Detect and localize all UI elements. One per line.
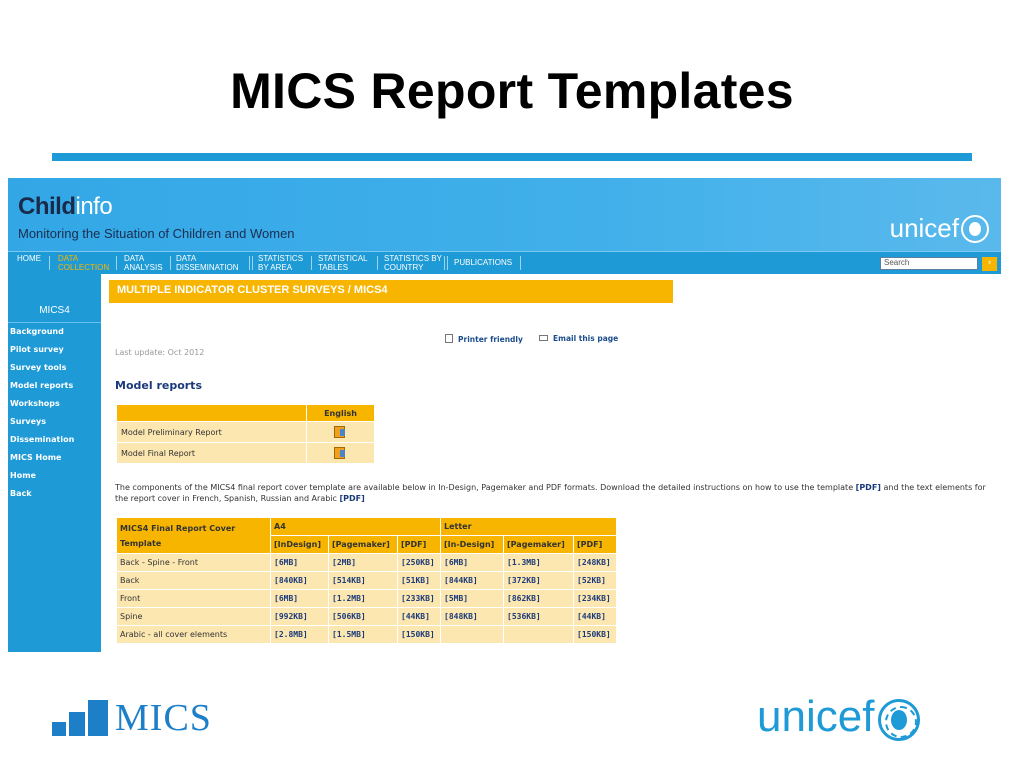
download-link[interactable]: [51KB] bbox=[401, 576, 430, 585]
mics-logo-text: MICS bbox=[115, 697, 212, 739]
download-link[interactable]: [250KB] bbox=[401, 558, 435, 567]
unicef-emblem-icon bbox=[961, 215, 989, 243]
paragraph-text-1: The components of the MICS4 final report cover template are available below in In-Design, Pagemaker and PDF formats. Download the detailed instructions on how to use the template bbox=[115, 483, 856, 492]
sidebar-item-home[interactable]: Home bbox=[10, 471, 36, 480]
document-download-icon bbox=[334, 446, 347, 458]
title-divider bbox=[52, 153, 972, 161]
download-link[interactable]: [372KB] bbox=[507, 576, 541, 585]
mics-bar-medium bbox=[69, 712, 85, 736]
format-header: [Pagemaker] bbox=[504, 536, 574, 554]
cover-row-label: Back - Spine - Front bbox=[117, 554, 271, 572]
model-preliminary-download[interactable] bbox=[307, 422, 375, 443]
nav-data-collection[interactable]: DATA COLLECTION bbox=[58, 254, 110, 272]
model-final-download[interactable] bbox=[307, 443, 375, 464]
format-header: [PDF] bbox=[574, 536, 617, 554]
sidebar-item-mics-home[interactable]: MICS Home bbox=[10, 453, 62, 462]
model-report-name: Model Preliminary Report bbox=[117, 422, 307, 443]
printer-friendly-link[interactable] bbox=[445, 334, 523, 344]
model-table-blank-header bbox=[117, 405, 307, 422]
download-link[interactable]: [840KB] bbox=[274, 576, 308, 585]
sidebar-item-background[interactable]: Background bbox=[10, 327, 64, 336]
childinfo-logo[interactable] bbox=[18, 193, 112, 221]
download-link[interactable]: [234KB] bbox=[577, 594, 611, 603]
download-link[interactable]: [150KB] bbox=[401, 630, 435, 639]
nav-divider bbox=[249, 256, 250, 270]
slide-title: MICS Report Templates bbox=[230, 63, 794, 119]
top-navigation bbox=[8, 251, 1001, 274]
format-header: [Pagemaker] bbox=[329, 536, 398, 554]
nav-divider bbox=[116, 256, 117, 270]
model-table-english-header: English bbox=[307, 405, 375, 422]
download-link[interactable]: [5MB] bbox=[444, 594, 469, 603]
nav-divider bbox=[447, 256, 448, 270]
nav-divider bbox=[311, 256, 312, 270]
group-a4-header: A4 bbox=[271, 518, 441, 536]
download-link[interactable]: [150KB] bbox=[577, 630, 611, 639]
download-link[interactable]: [862KB] bbox=[507, 594, 541, 603]
cover-table-title: MICS4 Final Report Cover Template bbox=[117, 518, 271, 554]
nav-divider bbox=[170, 256, 171, 270]
nav-statistical-tables[interactable]: STATISTICAL TABLES bbox=[318, 254, 368, 272]
nav-publications[interactable]: PUBLICATIONS bbox=[454, 258, 513, 267]
download-link[interactable]: [992KB] bbox=[274, 612, 308, 621]
download-link[interactable]: [514KB] bbox=[332, 576, 366, 585]
cover-template-table bbox=[116, 517, 617, 644]
table-row bbox=[117, 572, 617, 590]
sidebar-item-model-reports[interactable]: Model reports bbox=[10, 381, 74, 390]
download-link[interactable]: [1.3MB] bbox=[507, 558, 541, 567]
site-header bbox=[8, 178, 1001, 251]
group-letter-header: Letter bbox=[441, 518, 617, 536]
download-link[interactable]: [848KB] bbox=[444, 612, 478, 621]
model-report-name: Model Final Report bbox=[117, 443, 307, 464]
nav-divider bbox=[444, 256, 445, 270]
site-tagline: Monitoring the Situation of Children and Women bbox=[18, 226, 295, 241]
mics-logo bbox=[52, 697, 212, 739]
table-row bbox=[117, 422, 375, 443]
cover-row-label: Back bbox=[117, 572, 271, 590]
download-link[interactable]: [844KB] bbox=[444, 576, 478, 585]
section-title: Model reports bbox=[115, 379, 202, 392]
download-link[interactable]: [6MB] bbox=[274, 558, 299, 567]
table-row bbox=[117, 626, 617, 644]
printer-icon bbox=[445, 334, 453, 343]
mics-bar-large bbox=[88, 700, 108, 736]
download-link[interactable]: [1.5MB] bbox=[332, 630, 366, 639]
sidebar-item-pilot-survey[interactable]: Pilot survey bbox=[10, 345, 64, 354]
envelope-icon bbox=[539, 335, 548, 341]
download-link[interactable]: [233KB] bbox=[401, 594, 435, 603]
unicef-emblem-icon bbox=[878, 699, 920, 741]
cover-row-label: Front bbox=[117, 590, 271, 608]
email-page-link[interactable] bbox=[539, 334, 618, 343]
download-link[interactable]: [1.2MB] bbox=[332, 594, 366, 603]
model-reports-table bbox=[116, 404, 375, 464]
email-page-label: Email this page bbox=[553, 334, 619, 343]
cover-row-label: Spine bbox=[117, 608, 271, 626]
last-update: Last update: Oct 2012 bbox=[115, 348, 205, 357]
sidebar-item-back[interactable]: Back bbox=[10, 489, 32, 498]
logo-child: Child bbox=[18, 193, 76, 220]
download-link[interactable]: [6MB] bbox=[274, 594, 299, 603]
download-link[interactable]: [536KB] bbox=[507, 612, 541, 621]
header-unicef-logo[interactable] bbox=[890, 213, 989, 244]
download-link[interactable]: [52KB] bbox=[577, 576, 606, 585]
download-link[interactable]: [506KB] bbox=[332, 612, 366, 621]
nav-divider bbox=[252, 256, 253, 270]
printer-friendly-label: Printer friendly bbox=[458, 335, 523, 344]
nav-home[interactable]: HOME bbox=[17, 254, 41, 263]
nav-statistics-by-area[interactable]: STATISTICS BY AREA bbox=[258, 254, 304, 272]
sidebar-heading: MICS4 bbox=[8, 274, 101, 323]
format-header: [InDesign] bbox=[271, 536, 329, 554]
empty-cell bbox=[441, 626, 504, 644]
cover-row-label: Arabic - all cover elements bbox=[117, 626, 271, 644]
download-link[interactable]: [44KB] bbox=[577, 612, 606, 621]
table-row bbox=[117, 590, 617, 608]
document-download-icon bbox=[334, 425, 347, 437]
sidebar-item-survey-tools[interactable]: Survey tools bbox=[10, 363, 67, 372]
instructions-pdf-link[interactable]: [PDF] bbox=[855, 483, 881, 492]
search-go-button[interactable]: › bbox=[982, 257, 997, 271]
table-row bbox=[117, 608, 617, 626]
format-header: [In-Design] bbox=[441, 536, 504, 554]
nav-data-dissemination[interactable]: DATA DISSEMINATION bbox=[176, 254, 239, 272]
instructions-paragraph bbox=[115, 482, 995, 504]
mics-bar-small bbox=[52, 722, 66, 736]
header-unicef-text: unicef bbox=[889, 213, 959, 243]
nav-data-analysis[interactable]: DATA ANALYSIS bbox=[124, 254, 163, 272]
paragraph-text-2: and the text elements for the report cover in French, Spanish, Russian and Arabic bbox=[115, 483, 986, 503]
search-input[interactable]: Search bbox=[880, 257, 978, 270]
empty-cell bbox=[504, 626, 574, 644]
nav-statistics-by-country[interactable]: STATISTICS BY COUNTRY bbox=[384, 254, 442, 272]
table-row bbox=[117, 554, 617, 572]
sidebar-item-dissemination[interactable]: Dissemination bbox=[10, 435, 75, 444]
sidebar-item-workshops[interactable]: Workshops bbox=[10, 399, 60, 408]
nav-divider bbox=[520, 256, 521, 270]
download-link[interactable]: [248KB] bbox=[577, 558, 611, 567]
download-link[interactable]: [2.8MB] bbox=[274, 630, 308, 639]
footer-unicef-text: unicef bbox=[757, 692, 875, 741]
download-link[interactable]: [6MB] bbox=[444, 558, 469, 567]
format-header: [PDF] bbox=[398, 536, 441, 554]
nav-divider bbox=[377, 256, 378, 270]
download-link[interactable]: [44KB] bbox=[401, 612, 430, 621]
logo-info: info bbox=[75, 193, 113, 220]
childinfo-webpage bbox=[8, 178, 1001, 652]
nav-divider bbox=[49, 256, 50, 270]
section-banner: MULTIPLE INDICATOR CLUSTER SURVEYS / MICS4 bbox=[109, 280, 673, 303]
footer-unicef-logo bbox=[757, 692, 920, 742]
sidebar bbox=[8, 274, 101, 652]
text-elements-pdf-link[interactable]: [PDF] bbox=[339, 494, 365, 503]
table-row bbox=[117, 443, 375, 464]
download-link[interactable]: [2MB] bbox=[332, 558, 357, 567]
sidebar-item-surveys[interactable]: Surveys bbox=[10, 417, 47, 426]
